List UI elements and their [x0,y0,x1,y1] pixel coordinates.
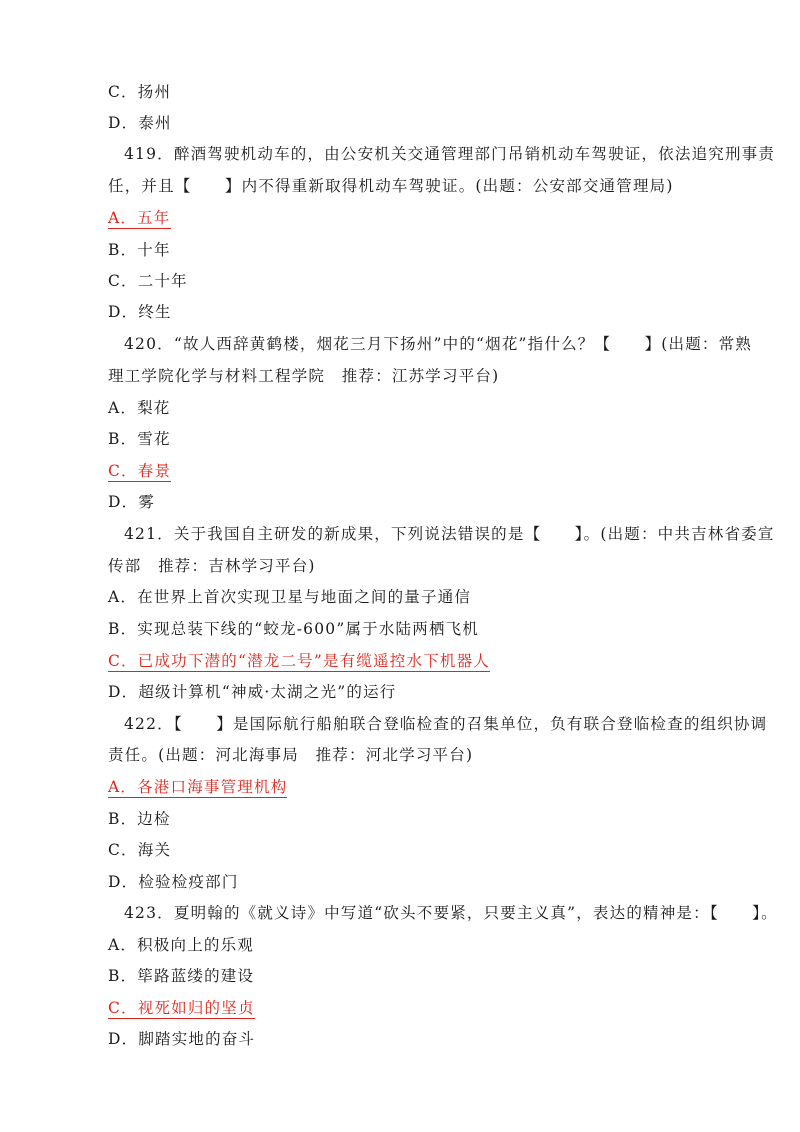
question-419-continued: 任，并且【 】内不得重新取得机动车驾驶证。(出题：公安部交通管理局) [108,177,674,195]
option-419-b: B．十年 [108,241,171,259]
option-422-b: B．边检 [108,810,171,828]
option-419-d: D．终生 [108,303,172,321]
option-421-a: A．在世界上首次实现卫星与地面之间的量子通信 [108,588,472,606]
option-422-c: C．海关 [108,841,172,859]
question-422-continued: 责任。(出题：河北海事局 推荐：河北学习平台) [108,746,474,764]
question-420: 420．“故人西辞黄鹤楼，烟花三月下扬州”中的“烟花”指什么？【 】(出题：常熟 [124,335,753,353]
option-423-a: A．积极向上的乐观 [108,936,254,954]
question-421: 421．关于我国自主研发的新成果，下列说法错误的是【 】。(出题：中共吉林省委宣 [124,525,775,543]
option-419-c: C．二十年 [108,272,188,290]
answer-419: A．五年 [108,209,171,227]
question-419: 419．醉酒驾驶机动车的，由公安机关交通管理部门吊销机动车驾驶证，依法追究刑事责 [124,145,776,163]
option-422-d: D．检验检疫部门 [108,873,239,891]
answer-422: A．各港口海事管理机构 [108,778,288,796]
question-421-continued: 传部 推荐：吉林学习平台) [108,557,316,575]
answer-421: C．已成功下潜的“潜龙二号”是有缆遥控水下机器人 [108,652,491,670]
option-d-taizhou: D．泰州 [108,114,172,132]
question-420-continued: 理工学院化学与材料工程学院 推荐：江苏学习平台) [108,367,500,385]
question-422: 422．【 】是国际航行船舶联合登临检查的召集单位，负有联合登临检查的组织协调 [124,715,768,733]
option-421-b: B．实现总装下线的“蛟龙-600”属于水陆两栖飞机 [108,620,480,638]
option-420-a: A．梨花 [108,399,171,417]
option-420-b: B．雪花 [108,430,171,448]
answer-423: C．视死如归的坚贞 [108,999,255,1017]
answer-420: C．春景 [108,462,172,480]
option-423-b: B．筚路蓝缕的建设 [108,967,255,985]
option-c-yangzhou: C．扬州 [108,83,172,101]
question-423: 423．夏明翰的《就义诗》中写道“砍头不要紧，只要主义真”，表达的精神是：【 】。 [124,904,778,922]
option-423-d: D．脚踏实地的奋斗 [108,1030,256,1048]
option-421-d: D．超级计算机“神威·太湖之光”的运行 [108,683,397,701]
option-420-d: D．雾 [108,493,156,511]
